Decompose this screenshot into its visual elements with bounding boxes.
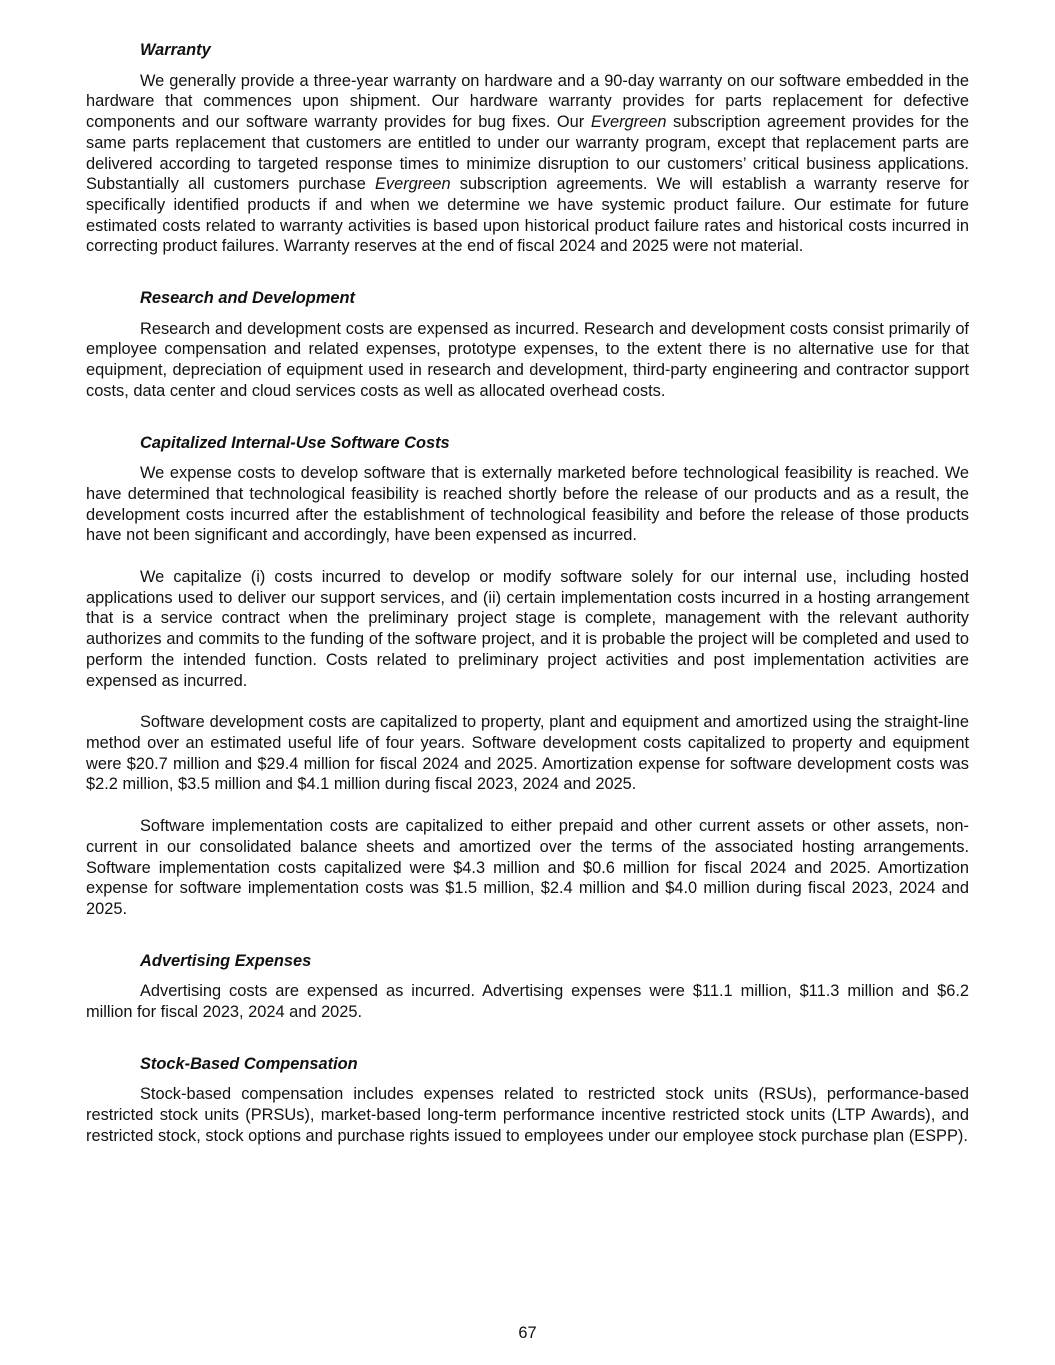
warranty-heading: Warranty <box>140 41 211 59</box>
warranty-text-3: subscription agreements. We will establish a warranty reserve for specifically identified products if and when we determine we have systemic product failure. Our estimate for future estimated costs related to warranty activities is based upon historical product failure rates and historical costs incurred in correcting product failures. Warranty reserves at the end of fiscal 2024 and 2025 were not material. <box>86 175 970 256</box>
software-paragraph-2: We capitalize (i) costs incurred to develop or modify software solely for our internal use, including hosted applications used to deliver our support services, and (ii) certain implementation costs incurred in a hosting arrangement that is a service contract when the preliminary project stage is complete, management with the relevant authority authorizes and commits to the funding of the software project, and it is probable the project will be completed and used to perform the intended function. Costs related to preliminary project activities and post implementation activities are expensed as incurred. <box>86 568 969 690</box>
stock-compensation-paragraph: Stock-based compensation includes expenses related to restricted stock units (RSUs), performance-based restricted stock units (PRSUs), market-based long-term performance incentive restricted stock units (LTP Awards), and restricted stock, stock options and purchase rights issued to employees under our employee stock purchase plan (ESPP). <box>86 1085 969 1145</box>
advertising-paragraph: Advertising costs are expensed as incurred. Advertising expenses were $11.1 million, $11.3 million and $6.2 million for fiscal 2023, 2024 and 2025. <box>86 982 969 1022</box>
evergreen-emphasis-2: Evergreen <box>374 175 451 194</box>
page-number: 67 <box>518 1324 537 1342</box>
evergreen-emphasis-1: Evergreen <box>590 113 667 132</box>
document-page <box>86 40 969 1147</box>
warranty-text-2: subscription agreement provides for the same parts replacement that customers are entitled to under our warranty program, except that replacement parts are delivered according to targeted response times to minimize disruption to our customers’ critical business applications. Substantially all customers purchase <box>86 113 969 194</box>
software-paragraph-4: Software implementation costs are capitalized to either prepaid and other current assets or other assets, non-current in our consolidated balance sheets and amortized over the terms of the associated hosting arrangements. Software implementation costs capitalized were $4.3 million and $0.6 million for fiscal 2024 and 2025. Amortization expense for software implementation costs was $1.5 million, $2.4 million and $4.0 million during fiscal 2023, 2024 and 2025. <box>86 817 969 918</box>
stock-compensation-heading: Stock-Based Compensation <box>140 1054 358 1073</box>
research-paragraph: Research and development costs are expensed as incurred. Research and development costs consist primarily of employee compensation and related expenses, prototype expenses, to the extent there is no alternative use for that equipment, depreciation of equipment used in research and development, third-party engineering and contractor support costs, data center and cloud services costs as well as allocated overhead costs. <box>86 319 969 400</box>
research-heading: Research and Development <box>140 289 355 308</box>
warranty-paragraph <box>86 71 969 257</box>
warranty-text-1: We generally provide a three-year warranty on hardware and a 90-day warranty on our software embedded in the hardware that commences upon shipment. Our hardware warranty provides for parts replacement for defective components and our software warranty provides for bug fixes. Our <box>86 71 969 132</box>
software-paragraph-3: Software development costs are capitalized to property, plant and equipment and amortized using the straight-line method over an estimated useful life of four years. Software development costs capitalized to property and equipment were $20.7 million and $29.4 million for fiscal 2024 and 2025. Amortization expense for software development costs was $2.2 million, $3.5 million and $4.1 million during fiscal 2023, 2024 and 2025. <box>86 713 969 794</box>
software-heading: Capitalized Internal-Use Software Costs <box>140 433 450 452</box>
software-paragraph-1: We expense costs to develop software that is externally marketed before technological feasibility is reached. We have determined that technological feasibility is reached shortly before the release of our products and as a result, the development costs incurred after the establishment of technological feasibility and before the release of those products have not been significant and accordingly, have been expensed as incurred. <box>86 464 969 545</box>
advertising-heading: Advertising Expenses <box>140 951 312 970</box>
